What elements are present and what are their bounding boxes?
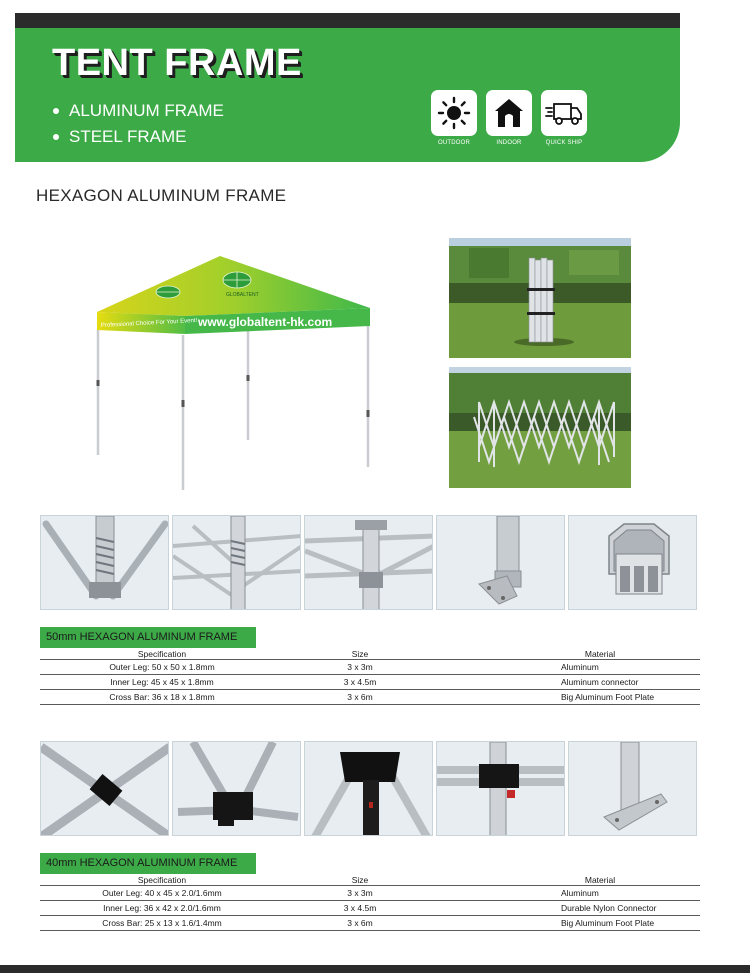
table-row: Cross Bar: 25 x 13 x 1.6/1.4mm 3 x 6m Big Aluminum Foot Plate xyxy=(40,916,700,931)
detail-photo xyxy=(304,515,433,610)
table-row: Cross Bar: 36 x 18 x 1.8mm 3 x 6m Big Aluminum Foot Plate xyxy=(40,690,700,705)
frame-type-item: STEEL FRAME xyxy=(53,124,224,150)
svg-text:GLOBALTENT: GLOBALTENT xyxy=(226,292,259,298)
table-row: Inner Leg: 45 x 45 x 1.8mm 3 x 4.5m Aluminum connector xyxy=(40,675,700,690)
table-row: Inner Leg: 36 x 42 x 2.0/1.6mm 3 x 4.5m Durable Nylon Connector xyxy=(40,901,700,916)
frame-type-item: ALUMINUM FRAME xyxy=(53,98,224,124)
house-icon xyxy=(486,90,532,136)
spec-table-40mm xyxy=(40,875,700,931)
canopy-url: www.globaltent-hk.com xyxy=(198,315,333,329)
detail-photo xyxy=(172,741,301,836)
globe-icon xyxy=(223,272,251,288)
feature-outdoor: OUTDOOR xyxy=(431,90,477,146)
sun-icon xyxy=(431,90,477,136)
section-heading-40mm: 40mm HEXAGON ALUMINUM FRAME xyxy=(40,853,256,874)
table-row: Outer Leg: 50 x 50 x 1.8mm 3 x 3m Aluminum xyxy=(40,660,700,675)
top-bar xyxy=(15,13,680,28)
detail-row-40mm xyxy=(40,741,700,836)
folded-frame-photo xyxy=(449,238,631,358)
side-slogan: Professional Choice For Your Event! xyxy=(100,317,198,329)
detail-row-50mm xyxy=(40,515,700,610)
bottom-bar xyxy=(0,965,750,973)
detail-photo xyxy=(568,515,697,610)
bullet-icon xyxy=(53,108,59,114)
table-row: Outer Leg: 40 x 45 x 2.0/1.6mm 3 x 3m Aluminum xyxy=(40,886,700,901)
frame-type-list xyxy=(53,98,224,150)
detail-photo xyxy=(436,741,565,836)
tent-photo xyxy=(85,250,385,500)
feature-indoor: INDOOR xyxy=(486,90,532,146)
detail-photo xyxy=(304,741,433,836)
header-banner xyxy=(15,28,680,162)
detail-photo xyxy=(568,741,697,836)
table-header-row: Specification Size Material xyxy=(40,649,700,660)
bullet-icon xyxy=(53,134,59,140)
spec-table-50mm xyxy=(40,649,700,705)
feature-quick-ship: QUICK SHIP xyxy=(541,90,587,146)
page-subtitle: HEXAGON ALUMINUM FRAME xyxy=(36,186,287,205)
detail-photo xyxy=(172,515,301,610)
table-header-row: Specification Size Material xyxy=(40,875,700,886)
detail-photo xyxy=(436,515,565,610)
globe-icon xyxy=(156,286,180,298)
truck-icon xyxy=(541,90,587,136)
expanded-frame-photo xyxy=(449,367,631,488)
section-heading-50mm: 50mm HEXAGON ALUMINUM FRAME xyxy=(40,627,256,648)
banner-title: TENT FRAME xyxy=(52,42,302,84)
detail-photo xyxy=(40,741,169,836)
detail-photo xyxy=(40,515,169,610)
